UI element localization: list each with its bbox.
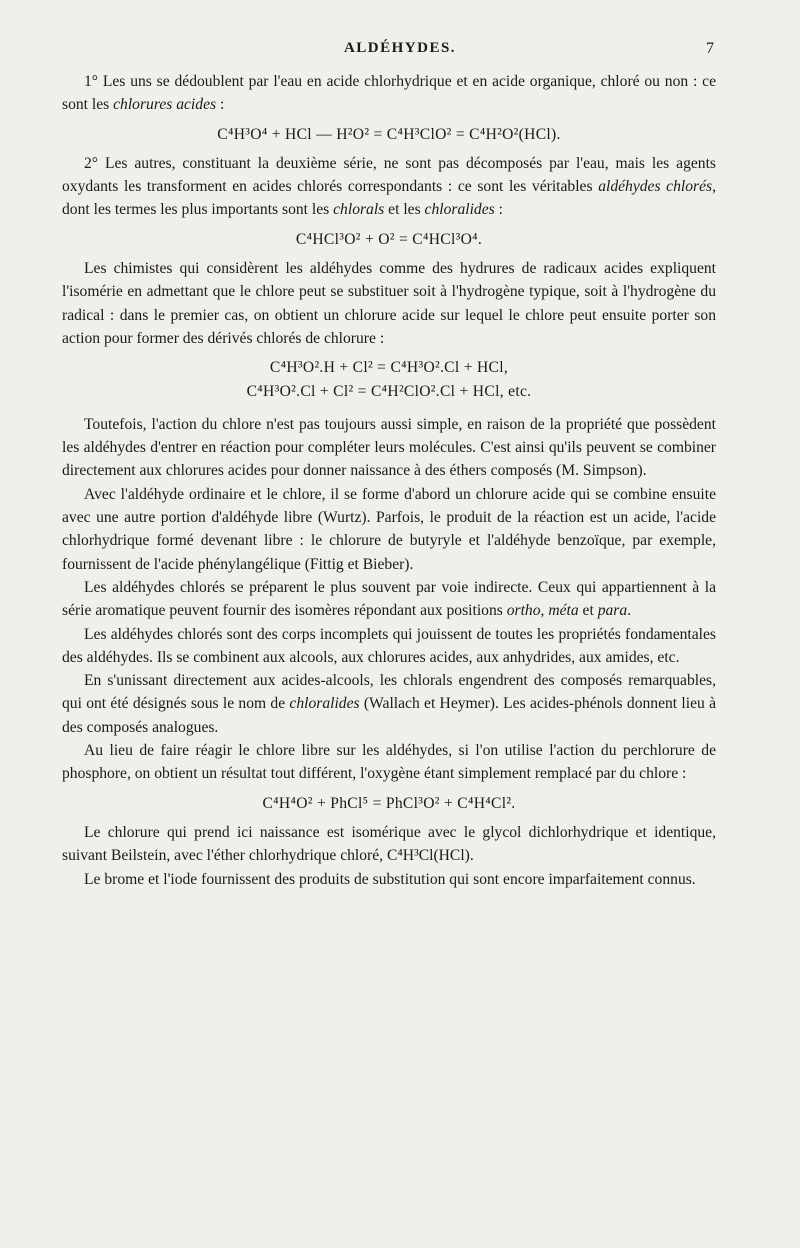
paragraph-aldehyde-ordinaire: Avec l'aldéhyde ordinaire et le chlore, il se forme d'abord un chlorure acide qui se combine ensuite avec une autre portion d'aldéhyde libre (Wurtz). Parfois, le produit de la réaction est un acide, l'acide chlorhydrique formé devenant libre : le chlorure de butyryle et l'aldéhyde benzoïque, par exemple, fournissent de l'acide phénylangélique (Fittig et Bieber). [62,485,716,573]
running-head: ALDÉHYDES. [343,40,457,56]
formula-3: C⁴H³O².H + Cl² = C⁴H³O².Cl + HCl, [269,359,509,377]
italic-term: chloralides [424,201,495,219]
text-run: 2° Les autres, constituant la deuxième série, ne sont pas décomposés par l'eau, mais les agents oxydants les transforment en acides chlorés correspondants : ce sont les véritables [62,154,716,196]
paragraph-corps-incomplets: Les aldéhydes chlorés sont des corps incomplets qui jouissent de toutes les propriétés fondamentales des aldéhydes. Ils se combinent aux alcools, aux chlorures acides, aux anhydrides, aux amides, etc. [62,625,716,666]
text-run: En s'unissant directement aux acides-alcools, les chlorals engendrent des composés remarquables, qui ont été désignés sous le nom de [62,672,716,713]
page-number: 7 [706,40,714,57]
page-body [62,70,716,891]
text-run: (Wallach et Heymer). Les acides-phénols donnent lieu à des composés analogues. [62,695,716,736]
italic-term: chloralides [289,695,360,713]
text-run: 1° Les uns se dédoublent par l'eau en acide chlorhydrique et en acide organique, chloré ou non : ce sont les [62,73,716,114]
italic-term: ortho [506,602,541,620]
text-run: : [494,201,503,219]
paragraph-preparation [62,576,716,623]
text-run: : [216,96,225,114]
text-run: , [540,602,549,620]
formula-5: C⁴H⁴O² + PhCl⁵ = PhCl³O² + C⁴H⁴Cl². [262,794,516,812]
formula-4: C⁴H³O².Cl + Cl² = C⁴H²ClO².Cl + HCl, etc. [246,382,532,400]
paragraph-brome-iode: Le brome et l'iode fournissent des produits de substitution qui sont encore imparfaitement connus. [84,870,696,888]
paragraph-chlorures-acides [62,70,716,117]
text-run: . [627,602,632,620]
italic-term: chlorures acides [113,96,217,114]
text-run: Les aldéhydes chlorés se préparent le plus souvent par voie indirecte. Ceux qui appartiennent à la série aromatique peuvent fournir des isomères répondant aux positions [62,578,716,620]
text-run: et les [384,201,425,219]
formula-1: C⁴H³O⁴ + HCl — H²O² = C⁴H³ClO² = C⁴H²O²(HCl). [217,125,561,143]
italic-term: chlorals [333,201,385,219]
page-header [0,40,800,64]
paragraph-toutefois: Toutefois, l'action du chlore n'est pas toujours aussi simple, en raison de la propriété que possèdent les aldéhydes d'entrer en réaction pour compléter leurs molécules. C'est ainsi qu'ils peuvent se combiner directement aux chlorures acides pour donner naissance à des éthers composés (M. Simpson). [62,415,716,480]
paragraph-chlorure-isomerique: Le chlorure qui prend ici naissance est isomérique avec le glycol dichlorhydrique et identique, suivant Beilstein, avec l'éther chlorhydrique chloré, C⁴H³Cl(HCl). [62,823,716,865]
formula-2: C⁴HCl³O² + O² = C⁴HCl³O⁴. [295,230,483,248]
paragraph-perchlorure: Au lieu de faire réagir le chlore libre sur les aldéhydes, si l'on utilise l'action du perchlorure de phosphore, on obtient un résultat tout différent, l'oxygène étant simplement remplacé par du chlore : [62,742,716,783]
text-run: et [578,602,598,620]
italic-term: para [597,602,628,620]
italic-term: méta [548,602,579,620]
paragraph-chloralides [62,669,716,739]
italic-term: aldéhydes chlorés [598,178,713,196]
paragraph-aldehydes-chlores [62,152,716,222]
paragraph-isomerie: Les chimistes qui considèrent les aldéhydes comme des hydrures de radicaux acides expliquent l'isomérie en admettant que le chlore peut se substituer soit à l'hydrogène typique, soit à l'hydrogène du radical : dans le premier cas, on obtient un chlorure acide sur lequel le chlore peut ensuite porter son action pour former des dérivés chlorés de chlorure : [62,260,716,347]
formula-group [62,356,716,403]
text-run: , dont les termes les plus importants sont les [62,178,716,219]
